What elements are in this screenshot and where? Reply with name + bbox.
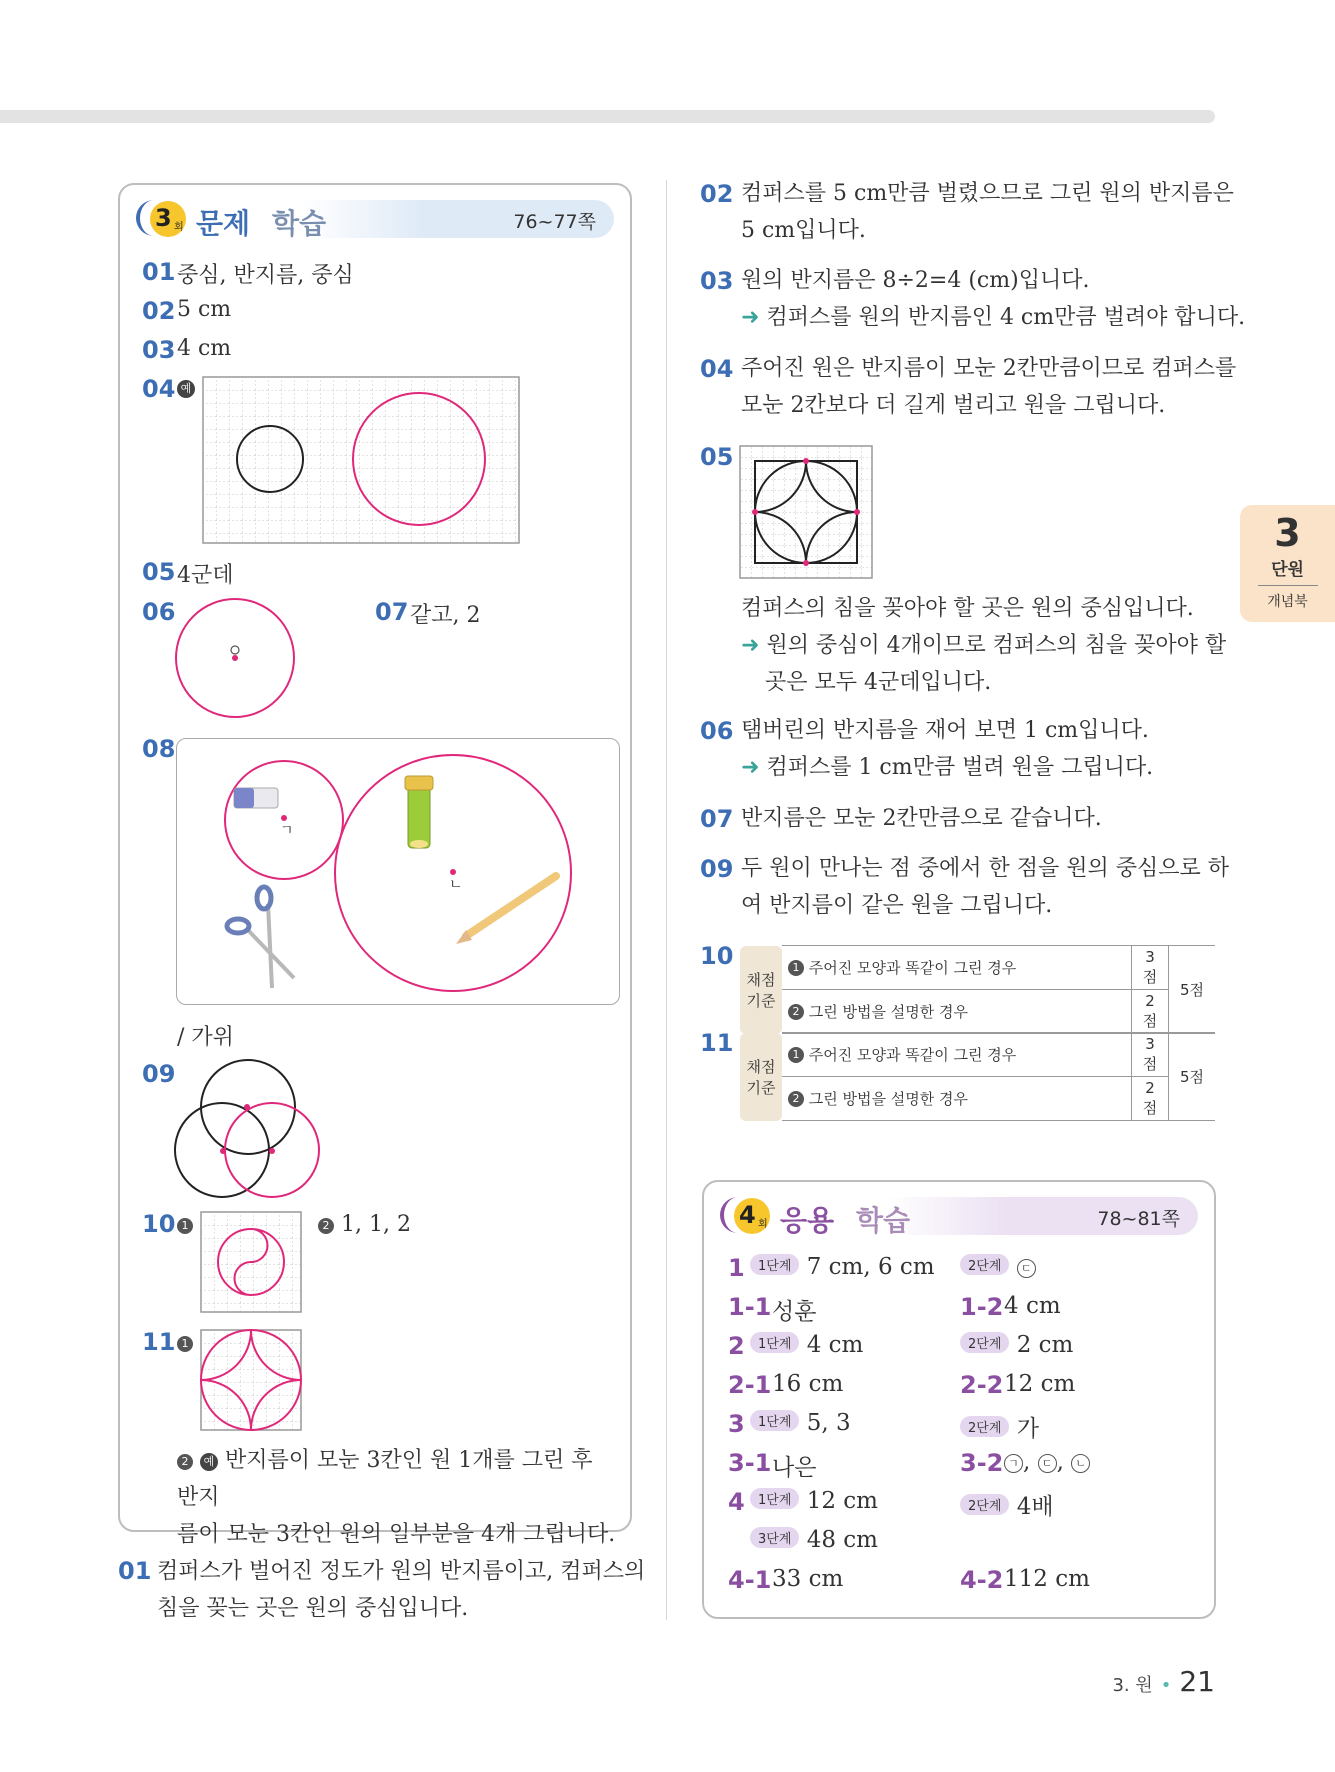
answer-text: 7 cm, 6 cm: [806, 1254, 935, 1280]
explanation-text: 컴퍼스를 원의 반지름인 4 cm만큼 벌려야 합니다.: [766, 305, 1246, 330]
answer-number: 03: [142, 336, 176, 364]
header-title-b: 학습: [272, 207, 327, 240]
page-range: 76~77쪽: [513, 211, 596, 233]
answer-text: 4배: [1016, 1494, 1054, 1520]
criterion-cell: [782, 1077, 1132, 1121]
circled-letter: ㄷ: [1017, 1259, 1036, 1278]
explanation-text: 여 반지름이 같은 원을 그립니다.: [741, 893, 1053, 918]
explanation-number: 09: [700, 855, 734, 883]
answer-number: 02: [142, 297, 176, 325]
scissors-icon: [227, 887, 294, 988]
scoring-label: [740, 946, 782, 1034]
glue-stick-icon: [405, 776, 433, 848]
explanation-text: 원의 반지름은 8÷2=4 (cm)입니다.: [741, 268, 1090, 293]
answer-line: [960, 1410, 1039, 1443]
answer-line: ㄱ , ㄷ , ㄴ: [1004, 1449, 1090, 1475]
page-footer: [1112, 1665, 1215, 1698]
page-range: 78~81쪽: [1097, 1208, 1180, 1230]
answer-text: 4 cm: [1004, 1293, 1061, 1319]
stage-badge: 1단계: [750, 1410, 799, 1431]
session-badge: [150, 201, 186, 237]
pencil-icon: [456, 876, 556, 944]
answer-number: 2: [728, 1332, 745, 1360]
circled-number-2: 2: [177, 1454, 193, 1470]
answer-text: 같고, 2: [410, 603, 481, 628]
answer-text: 반지름이 모눈 3칸인 원 1개를 그린 후 반지: [177, 1448, 593, 1510]
answer-number: 01: [142, 258, 176, 286]
explanation-text: 반지름은 모눈 2칸만큼으로 같습니다.: [741, 806, 1102, 831]
answer-text: 4 cm: [806, 1332, 864, 1358]
explanation-text: 침을 꽂는 곳은 원의 중심입니다.: [157, 1596, 469, 1621]
scoring-table-10: [740, 945, 1215, 1034]
answer-number: 2-1: [728, 1371, 772, 1399]
explanation-05: [741, 590, 1226, 701]
explanation-text: 5 cm입니다.: [741, 218, 866, 243]
session3-header: [134, 200, 614, 238]
answer-line: [960, 1332, 1073, 1358]
session-suffix: 회: [174, 222, 184, 233]
session-number: 3: [155, 204, 172, 232]
q05-flower-figure: [740, 446, 872, 578]
chapter-label: 3. 원: [1112, 1675, 1153, 1696]
session4-answer-box: [702, 1180, 1216, 1619]
answer-number: 4-2: [960, 1566, 1004, 1594]
scoring-label: [740, 1033, 782, 1121]
criterion-text: 주어진 모양과 똑같이 그린 경우: [808, 959, 1017, 977]
answer-number: 10: [142, 1210, 176, 1238]
q08-figure: [176, 738, 618, 1003]
answer-number: 3-2: [960, 1449, 1004, 1477]
answer-number: 08: [142, 735, 176, 763]
scoring-table-11: [740, 1032, 1215, 1121]
answer-text: 4 cm: [177, 336, 232, 361]
answer-text: 48 cm: [806, 1527, 878, 1553]
figure-label-g: ㄱ: [280, 823, 294, 839]
explanation-number: 04: [700, 355, 734, 383]
answer-number: 05: [142, 558, 176, 586]
explanation-text: 주어진 원은 반지름이 모눈 2칸만큼이므로 컴퍼스를: [741, 356, 1237, 381]
scoring-label-a: 채점: [746, 970, 776, 989]
circled-letter: ㄱ: [1004, 1454, 1023, 1473]
scoring-label-a: 채점: [746, 1057, 776, 1076]
answer-text: 나은: [772, 1455, 817, 1481]
answer-number: 1-1: [728, 1293, 772, 1321]
explanation-07: [741, 800, 1102, 837]
answer-number: 09: [142, 1060, 176, 1088]
answer-text: 가: [1016, 1416, 1039, 1442]
explanation-text: 컴퍼스를 1 cm만큼 벌려 원을 그립니다.: [766, 755, 1154, 780]
explanation-number: 03: [700, 267, 734, 295]
answer-line: [750, 1488, 878, 1514]
criterion-text: 주어진 모양과 똑같이 그린 경우: [808, 1046, 1017, 1064]
scoring-label-b: 기준: [746, 1078, 776, 1097]
points-cell: 2점: [1132, 990, 1169, 1034]
q09-three-circles-figure: [175, 1060, 325, 1200]
answer-line: [750, 1254, 935, 1280]
header-title-a: 문제: [196, 207, 251, 240]
q06-circle-figure: [175, 598, 295, 718]
explanation-number: 06: [700, 717, 734, 745]
points-cell: 3점: [1132, 946, 1169, 990]
explanation-text: 두 원이 만나는 점 중에서 한 점을 원의 중심으로 하: [741, 856, 1229, 881]
answer-text: 1, 1, 2: [341, 1212, 411, 1237]
example-mark: 예: [200, 1453, 218, 1471]
criterion-cell: [782, 1033, 1132, 1077]
answer-text: 2 cm: [1016, 1332, 1074, 1358]
example-mark: 예: [177, 380, 195, 398]
answer-10-2: [318, 1212, 411, 1237]
circled-number-2: 2: [788, 1004, 804, 1020]
explanation-text: 탬버린의 반지름을 재어 보면 1 cm입니다.: [741, 718, 1149, 743]
answer-number: 1-2: [960, 1293, 1004, 1321]
explanation-text: 모눈 2칸보다 더 길게 벌리고 원을 그립니다.: [741, 393, 1166, 418]
criterion-cell: [782, 990, 1132, 1034]
answer-number: 4: [728, 1488, 745, 1516]
session4-header: [718, 1197, 1198, 1235]
book-label: 개념북: [1267, 594, 1308, 610]
explanation-text: 원의 중심이 4개이므로 컴퍼스의 침을 꽂아야 할: [766, 633, 1227, 658]
stage-badge: 2단계: [960, 1416, 1009, 1437]
answer-line: [750, 1527, 878, 1553]
q10-grid-figure: [201, 1212, 301, 1312]
answer-number: 4-1: [728, 1566, 772, 1594]
figure-label-n: ㄴ: [449, 877, 463, 893]
stage-badge: 1단계: [750, 1254, 799, 1275]
answer-number: 2-2: [960, 1371, 1004, 1399]
answer-text: 중심, 반지름, 중심: [177, 263, 354, 288]
session-suffix: 회: [758, 1219, 768, 1230]
answer-number: 11: [142, 1328, 176, 1356]
stage-badge: 2단계: [960, 1332, 1009, 1353]
circled-number-1: 1: [788, 1047, 804, 1063]
header-title-b: 학습: [856, 1204, 911, 1237]
explanation-03: [741, 262, 1245, 336]
answer-text: 33 cm: [772, 1566, 844, 1592]
answer-text: 5 cm: [177, 297, 232, 322]
answer-number: 04: [142, 375, 176, 403]
explanation-text: 컴퍼스를 5 cm만큼 벌렸으므로 그린 원의 반지름은: [741, 181, 1234, 206]
session-number: 4: [739, 1201, 756, 1229]
circled-number-1: 1: [177, 1336, 193, 1352]
explanation-02: [741, 175, 1234, 249]
circled-number-2: 2: [318, 1218, 334, 1234]
answer-number: 3: [728, 1410, 745, 1438]
answer-text: 112 cm: [1004, 1566, 1090, 1592]
scoring-number: 11: [700, 1029, 734, 1057]
stage-badge: 3단계: [750, 1527, 799, 1548]
criterion-text: 그린 방법을 설명한 경우: [808, 1003, 968, 1021]
circled-1-wrap: [177, 1212, 193, 1237]
circled-number-1: 1: [177, 1218, 193, 1234]
answer-number: 1: [728, 1254, 745, 1282]
answer-number: 07: [375, 598, 409, 626]
stage-badge: 2단계: [960, 1494, 1009, 1515]
q04-grid-figure: [203, 377, 519, 543]
answer-text: 4군데: [177, 563, 234, 588]
circled-number-2: 2: [788, 1091, 804, 1107]
explanation-04: [741, 350, 1236, 424]
eraser-icon: [234, 788, 278, 808]
example-mark-wrap: [177, 375, 195, 400]
points-cell: 3점: [1132, 1033, 1169, 1077]
circled-1-wrap: [177, 1330, 193, 1355]
criterion-text: 그린 방법을 설명한 경우: [808, 1090, 968, 1108]
stage-badge: 1단계: [750, 1332, 799, 1353]
chapter-number: 3: [1274, 511, 1301, 555]
answer-11-2: [177, 1442, 617, 1553]
stage-badge: 2단계: [960, 1254, 1009, 1275]
arrow-icon: ➜: [741, 755, 760, 780]
top-bar: [0, 110, 1215, 123]
chapter-side-tab[interactable]: [1240, 505, 1335, 622]
answer-text: 16 cm: [772, 1371, 844, 1397]
explanation-text: 곳은 모두 4군데입니다.: [765, 670, 992, 695]
separator-dot: •: [1160, 1675, 1172, 1696]
answer-line: [750, 1410, 851, 1436]
explanation-number: 07: [700, 805, 734, 833]
stage-badge: 1단계: [750, 1488, 799, 1509]
scoring-number: 10: [700, 942, 734, 970]
explanation-09: [741, 850, 1229, 924]
answer-text: 12 cm: [806, 1488, 878, 1514]
scoring-label-b: 기준: [746, 991, 776, 1010]
explanation-06: [741, 712, 1153, 786]
answer-text: 성훈: [772, 1299, 817, 1325]
circled-letter: ㄷ: [1038, 1454, 1057, 1473]
column-divider: [666, 180, 667, 1620]
points-cell: 2점: [1132, 1077, 1169, 1121]
explanation-number: 01: [118, 1557, 152, 1585]
chapter-unit-label: 단원: [1271, 560, 1304, 580]
explanation-number: 02: [700, 180, 734, 208]
explanation-text: 컴퍼스의 침을 꽂아야 할 곳은 원의 중심입니다.: [741, 596, 1194, 621]
criterion-cell: [782, 946, 1132, 990]
answer-text: 름이 모눈 3칸인 원의 일부분을 4개 그립니다.: [177, 1522, 616, 1547]
header-title-a: 응용: [780, 1204, 835, 1237]
arrow-icon: ➜: [741, 633, 760, 658]
answer-line: [960, 1254, 1036, 1280]
tab-divider: [1258, 585, 1318, 586]
explanation-text: 컴퍼스가 벌어진 정도가 원의 반지름이고, 컴퍼스의: [157, 1559, 646, 1584]
circled-number-1: 1: [788, 960, 804, 976]
answer-line: [960, 1488, 1054, 1521]
page-number: 21: [1179, 1665, 1215, 1698]
answer-line: [750, 1332, 863, 1358]
q11-grid-figure: [201, 1330, 301, 1430]
answer-text: 12 cm: [1004, 1371, 1076, 1397]
explanation-01: [157, 1553, 645, 1627]
session-badge: [734, 1198, 770, 1234]
answer-text: / 가위: [177, 1025, 234, 1050]
total-points-cell: 5점: [1169, 946, 1216, 1034]
total-points-cell: 5점: [1169, 1033, 1216, 1121]
circled-letter: ㄴ: [1071, 1454, 1090, 1473]
explanation-number: 05: [700, 443, 734, 471]
answer-number: 06: [142, 598, 176, 626]
answer-number: 3-1: [728, 1449, 772, 1477]
arrow-icon: ➜: [741, 305, 760, 330]
answer-text: 5, 3: [806, 1410, 851, 1436]
